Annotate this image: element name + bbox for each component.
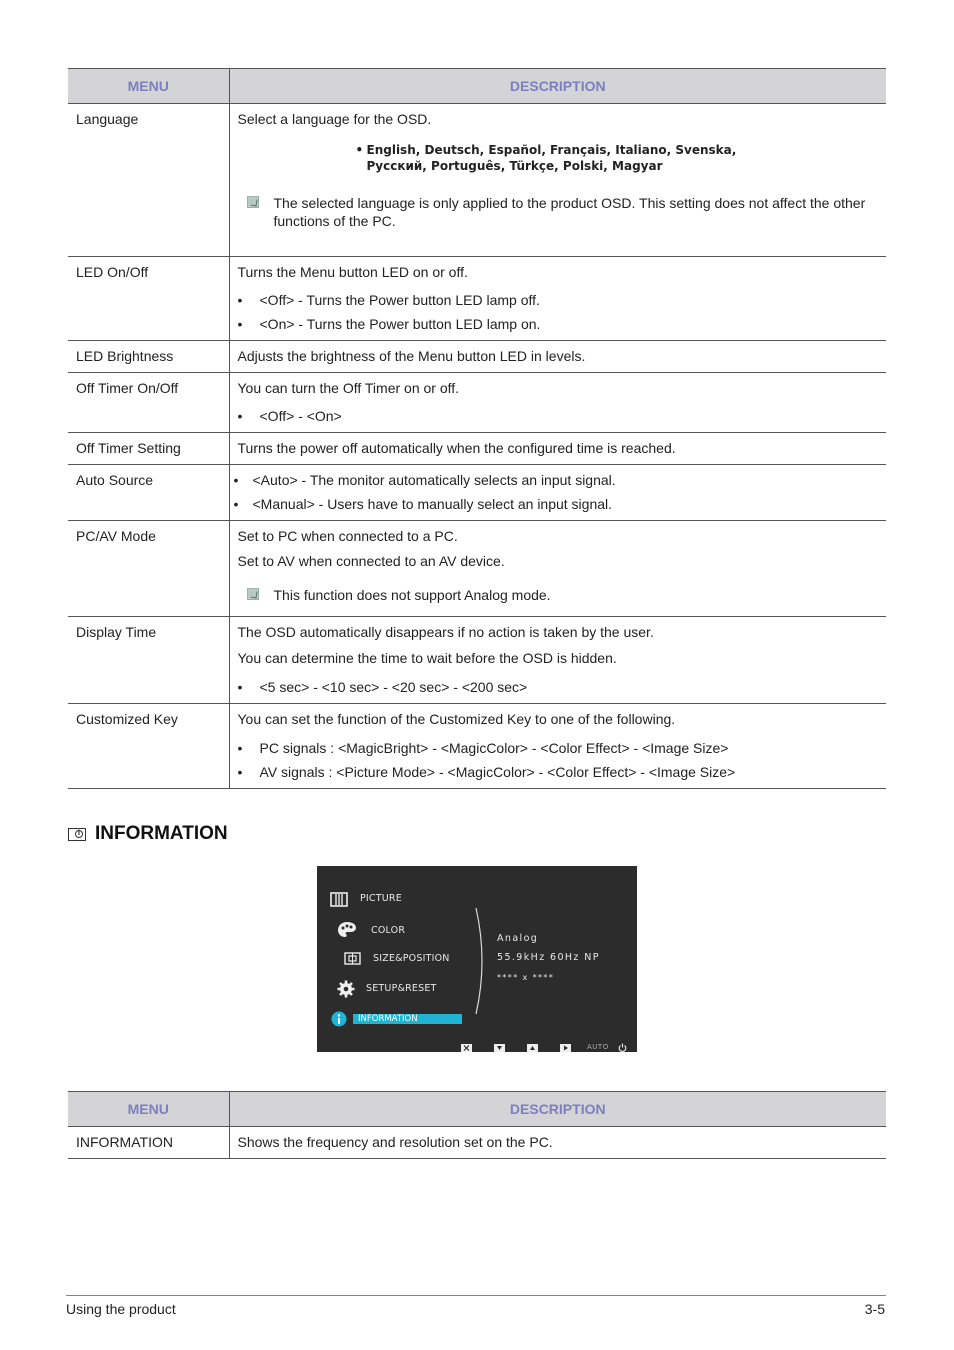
- down-arrow-icon: [494, 1044, 505, 1052]
- table-row: [68, 1127, 886, 1159]
- list-item: • PC signals : <MagicBright> - <MagicColor> - <Color Effect> - <Image Size>: [238, 739, 879, 757]
- menu-cell: LED On/Off: [68, 257, 229, 341]
- osd-menu-setup-reset: SETUP&RESET: [366, 983, 437, 994]
- footer-divider: [66, 1295, 886, 1296]
- section-heading: [68, 823, 228, 845]
- description-text: Select a language for the OSD.: [237, 111, 432, 127]
- list-item: • <Manual> - Users have to manually select an input signal.: [234, 495, 879, 513]
- table-row: [68, 521, 886, 617]
- list-item: • AV signals : <Picture Mode> - <MagicColor> - <Color Effect> - <Image Size>: [238, 763, 879, 781]
- description-text: You can determine the time to wait before the OSD is hidden.: [237, 650, 617, 666]
- close-icon: [461, 1044, 472, 1052]
- osd-auto-label: AUTO: [587, 1043, 609, 1051]
- note-icon: [247, 588, 259, 600]
- menu-cell: INFORMATION: [68, 1127, 229, 1159]
- menu-cell: Off Timer On/Off: [68, 373, 229, 433]
- menu-cell: LED Brightness: [68, 341, 229, 373]
- list-item: • <Auto> - The monitor automatically selects an input signal.: [234, 471, 879, 489]
- menu-cell: Auto Source: [68, 465, 229, 521]
- description-cell: [229, 704, 886, 789]
- menu-cell: Off Timer Setting: [68, 433, 229, 465]
- bullet-list: [234, 471, 879, 513]
- description-text: You can set the function of the Customized Key to one of the following.: [237, 711, 676, 727]
- note-icon: [247, 196, 259, 208]
- osd-separator: [472, 906, 492, 1016]
- table-row: [68, 433, 886, 465]
- picture-icon: [330, 892, 348, 907]
- description-cell: [229, 617, 886, 704]
- table-row: [68, 617, 886, 704]
- list-item: • <On> - Turns the Power button LED lamp on.: [238, 315, 879, 333]
- right-arrow-icon: [560, 1044, 571, 1052]
- bullet-list: [238, 678, 879, 696]
- description-column-header: DESCRIPTION: [229, 1092, 886, 1127]
- osd-info-resolution: **** x ****: [497, 973, 555, 982]
- note: [238, 586, 879, 604]
- section-title-text: INFORMATION: [95, 823, 228, 844]
- description-cell: [229, 465, 886, 521]
- list-item: • <Off> - <On>: [238, 407, 879, 425]
- palette-icon: [337, 921, 357, 939]
- size-position-icon: [344, 952, 361, 965]
- menu-cell: PC/AV Mode: [68, 521, 229, 617]
- list-item: • <5 sec> - <10 sec> - <20 sec> - <200 sec>: [238, 678, 879, 696]
- description-text: Set to AV when connected to an AV device.: [237, 553, 505, 569]
- menu-cell: Customized Key: [68, 704, 229, 789]
- description-text: Set to PC when connected to a PC.: [237, 528, 458, 544]
- info-icon: i: [68, 828, 86, 841]
- menu-description-table: [68, 68, 886, 789]
- description-cell: [229, 104, 886, 257]
- osd-info-frequency: 55.9kHz 60Hz NP: [497, 952, 600, 963]
- list-item: • <Off> - Turns the Power button LED lamp off.: [238, 291, 879, 309]
- note: [238, 194, 879, 230]
- osd-menu-color: COLOR: [371, 925, 406, 936]
- menu-column-header: MENU: [68, 1092, 229, 1127]
- bullet-list: [238, 739, 879, 781]
- power-icon: [618, 1043, 627, 1052]
- osd-menu-picture: PICTURE: [360, 893, 402, 904]
- osd-menu-size-position: SIZE&POSITION: [373, 953, 450, 964]
- description-text: You can turn the Off Timer on or off.: [237, 380, 460, 396]
- description-cell: Turns the power off automatically when the configured time is reached.: [229, 433, 886, 465]
- menu-cell: Display Time: [68, 617, 229, 704]
- bullet-list: [238, 407, 879, 425]
- description-cell: [229, 373, 886, 433]
- table-row: [68, 465, 886, 521]
- osd-menu-information-selected: [353, 1014, 462, 1024]
- language-list-line: • English, Deutsch, Español, Français, Italiano, Svenska,: [366, 143, 737, 157]
- table-row: [68, 341, 886, 373]
- note-text: This function does not support Analog mode.: [273, 587, 551, 603]
- language-list: [356, 142, 879, 174]
- description-column-header: DESCRIPTION: [229, 69, 886, 104]
- note-text: The selected language is only applied to the product OSD. This setting does not affect the other functions of the PC.: [273, 195, 866, 229]
- description-text: Turns the Menu button LED on or off.: [237, 264, 468, 280]
- table-row: [68, 104, 886, 257]
- table-row: [68, 704, 886, 789]
- menu-cell: Language: [68, 104, 229, 257]
- description-cell: Adjusts the brightness of the Menu button LED in levels.: [229, 341, 886, 373]
- table-row: [68, 257, 886, 341]
- osd-info-signal: Analog: [497, 933, 539, 944]
- up-arrow-icon: [527, 1044, 538, 1052]
- osd-menu-information: INFORMATION: [358, 1014, 418, 1024]
- osd-screenshot: [317, 866, 637, 1052]
- description-text: The OSD automatically disappears if no action is taken by the user.: [237, 624, 654, 640]
- information-table: [68, 1091, 886, 1159]
- description-cell: [229, 521, 886, 617]
- bullet-list: [238, 291, 879, 333]
- page-number: 3-5: [864, 1301, 885, 1317]
- gear-icon: [337, 980, 355, 998]
- language-list-line: Русский, Português, Türkçe, Polski, Magyar: [366, 159, 663, 173]
- menu-column-header: MENU: [68, 69, 229, 104]
- description-cell: [229, 257, 886, 341]
- information-icon: [331, 1011, 347, 1027]
- description-cell: Shows the frequency and resolution set on the PC.: [229, 1127, 886, 1159]
- table-row: [68, 373, 886, 433]
- footer-chapter: Using the product: [66, 1301, 176, 1317]
